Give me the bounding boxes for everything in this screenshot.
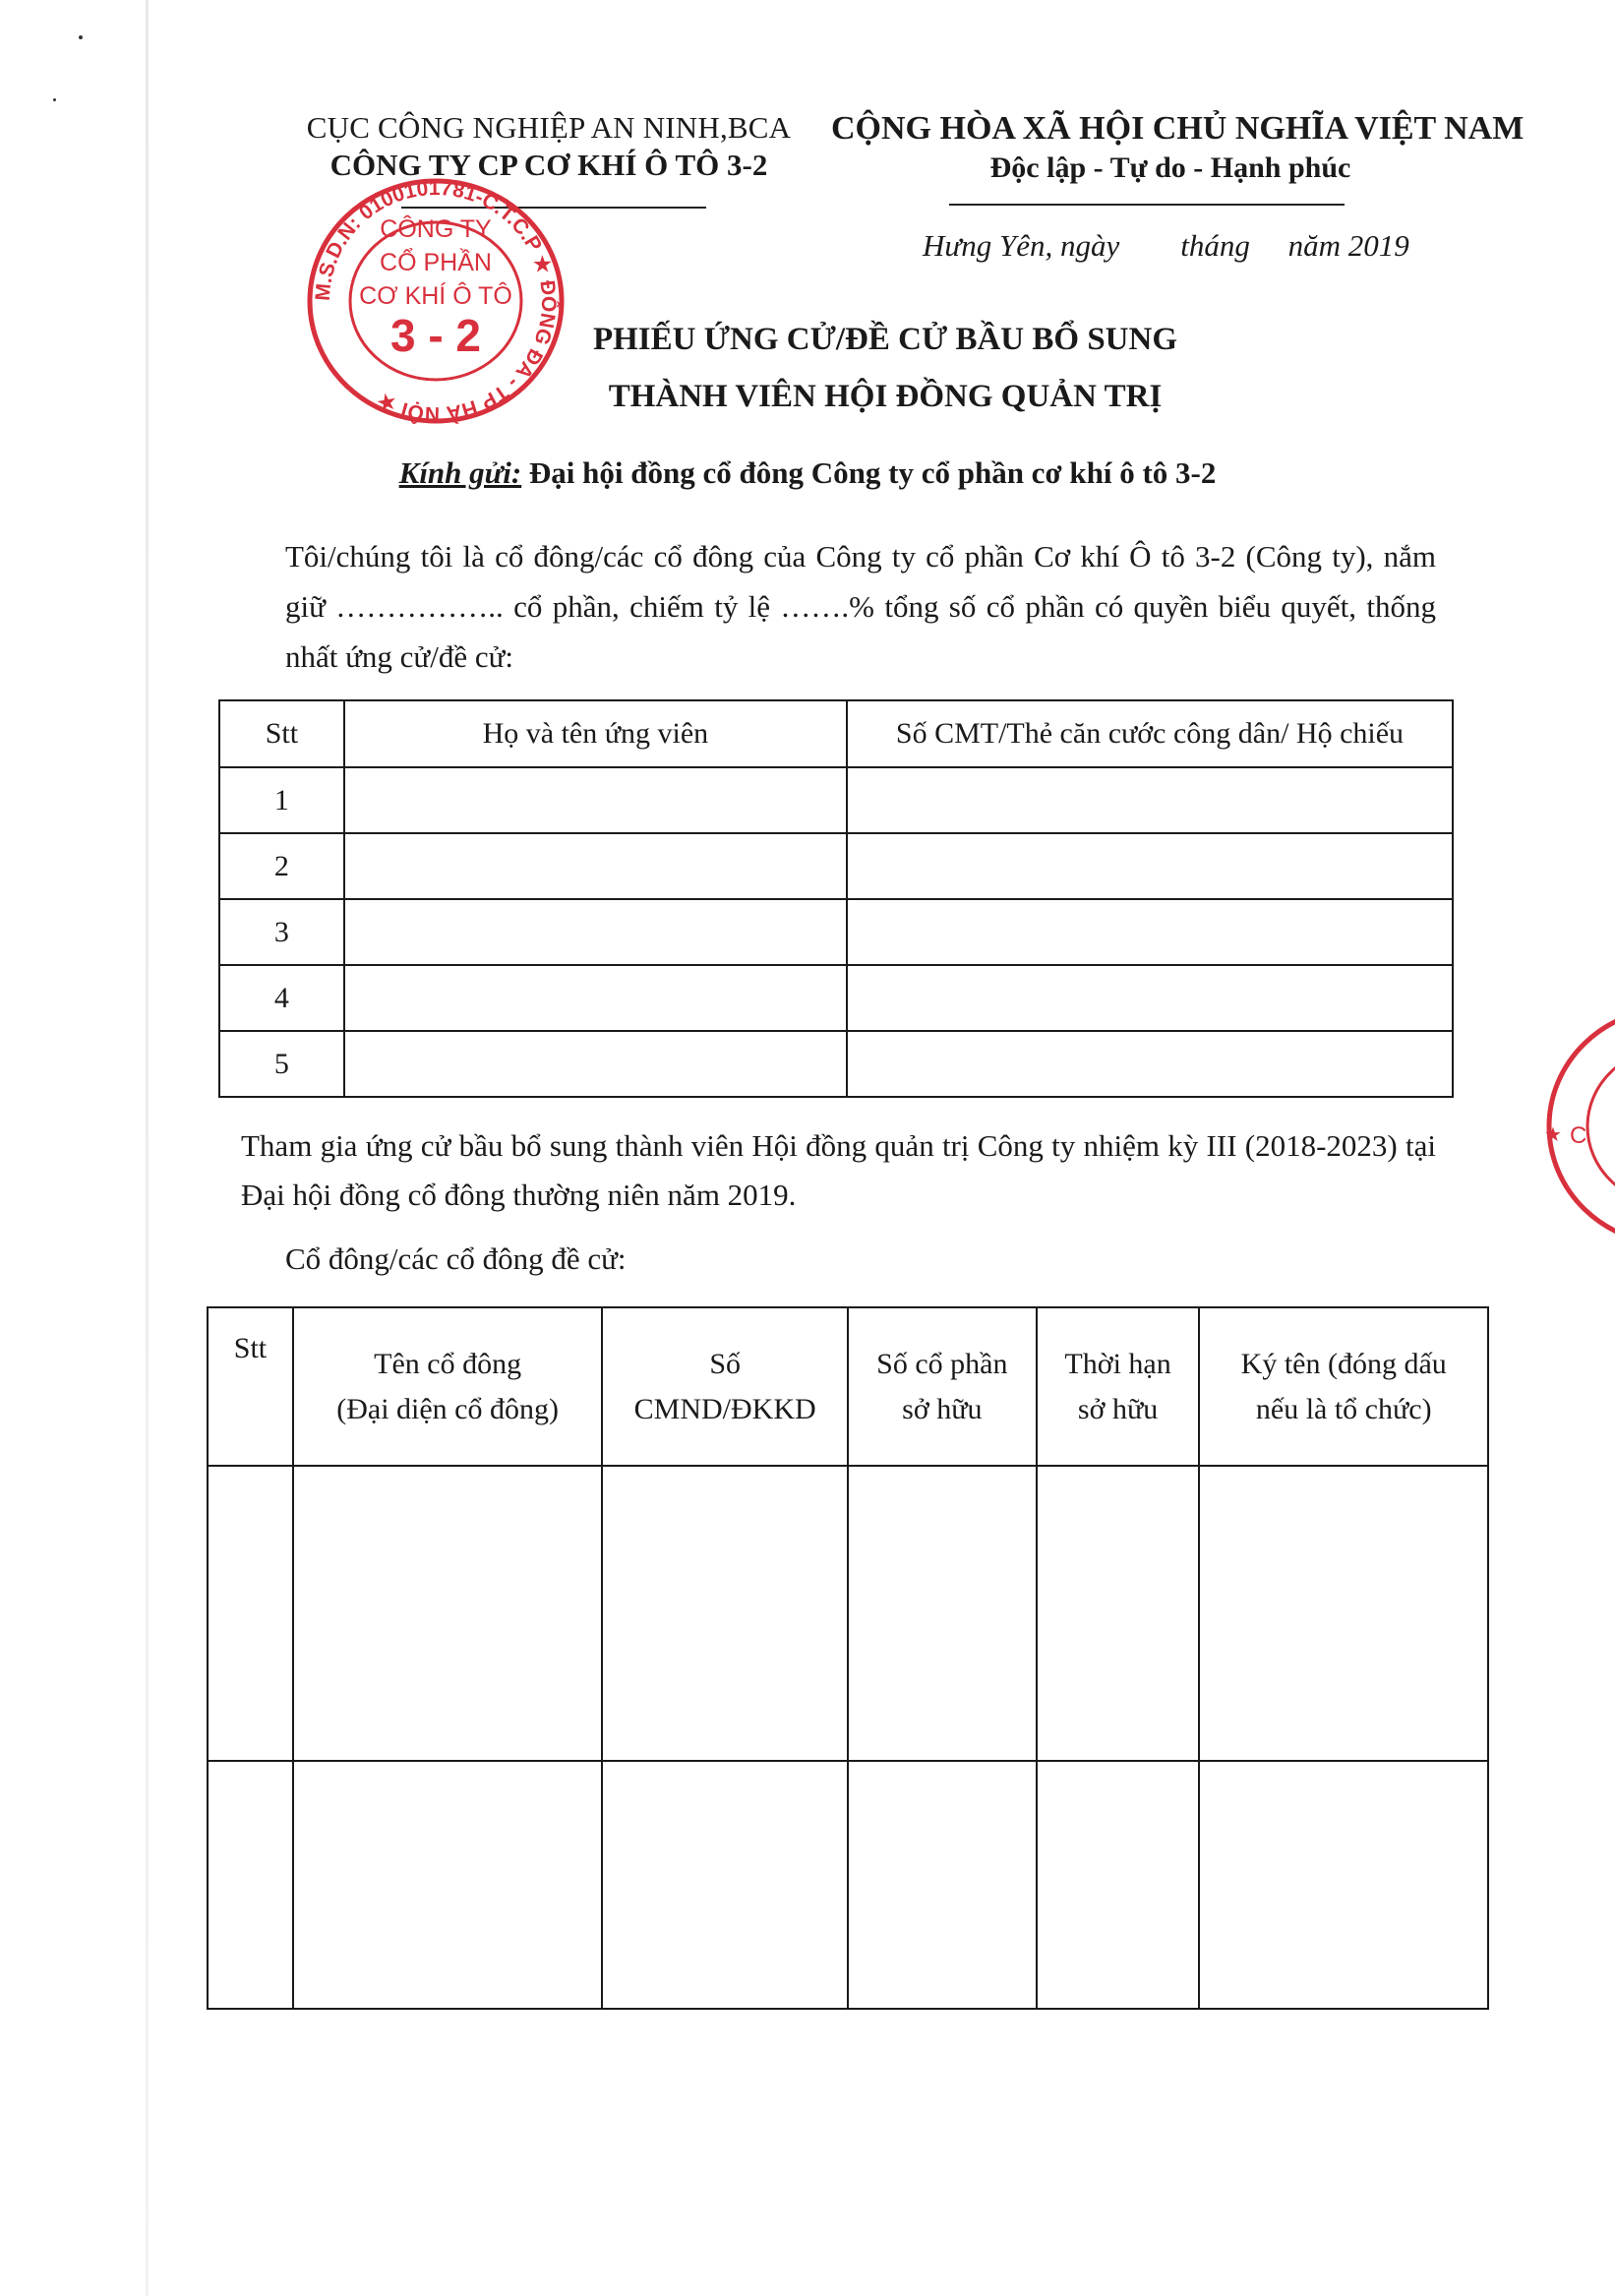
addressee: [0, 455, 1615, 491]
shareholder-name-cell[interactable]: [293, 1761, 602, 2009]
id-registration-cell[interactable]: [602, 1466, 848, 1761]
candidate-id-cell[interactable]: [847, 899, 1453, 965]
row-number: 5: [219, 1031, 344, 1097]
form-title-line-2: THÀNH VIÊN HỘI ĐỒNG QUẢN TRỊ: [608, 379, 1163, 414]
candidate-id-cell[interactable]: [847, 1031, 1453, 1097]
nation-name: CỘNG HÒA XÃ HỘI CHỦ NGHĨA VIỆT NAM: [831, 110, 1525, 147]
col-header-stt: Stt: [219, 700, 344, 767]
scan-speck: [79, 35, 83, 39]
signature-cell[interactable]: [1199, 1466, 1488, 1761]
company-seal-partial: [1534, 994, 1615, 1259]
signature-cell[interactable]: [1199, 1761, 1488, 2009]
table-row: [219, 767, 1453, 833]
row-number: 2: [219, 833, 344, 899]
seal-ring-text: M.S.D.N: 0100101781-C.T.C.P ★ ĐỐNG ĐA - TP HÀ NỘI ★: [311, 176, 561, 426]
addressee-text: Đại hội đồng cổ đông Công ty cổ phần cơ khí ô tô 3-2: [521, 455, 1217, 490]
row-number: 3: [219, 899, 344, 965]
shares-owned-cell[interactable]: [848, 1466, 1037, 1761]
shares-owned-cell[interactable]: [848, 1761, 1037, 2009]
holding-period-cell[interactable]: [1037, 1761, 1200, 2009]
seal-line-4: 3 - 2: [389, 310, 482, 361]
col-header-stt: Stt: [208, 1307, 293, 1466]
motto-underline: [949, 204, 1345, 206]
col-header-shareholder-name: Tên cổ đông (Đại diện cổ đông): [293, 1307, 602, 1466]
table-row: [219, 1031, 1453, 1097]
row-number: 1: [219, 767, 344, 833]
intro-paragraph: Tôi/chúng tôi là cổ đông/các cổ đông của Công ty cổ phần Cơ khí Ô tô 3-2 (Công ty), nắm giữ …………….. cổ phần, chiếm tỷ lệ …….% tổng số cổ phần có quyền biểu quyết, thống nhất ứng cử/đề cử:: [285, 539, 1436, 674]
form-title-line-1: PHIẾU ỨNG CỬ/ĐỀ CỬ BẦU BỔ SUNG: [592, 322, 1178, 357]
ministry-name: CỤC CÔNG NGHIỆP AN NINH,BCA: [306, 110, 792, 145]
id-registration-cell[interactable]: [602, 1761, 848, 2009]
table-row: [219, 899, 1453, 965]
national-block: [831, 110, 1525, 185]
candidate-name-cell[interactable]: [344, 767, 847, 833]
addressee-label: Kính gửi:: [398, 455, 522, 490]
candidates-table: [218, 699, 1454, 1098]
candidate-id-cell[interactable]: [847, 965, 1453, 1031]
seal-line-2: CỔ PHẦN: [380, 249, 492, 276]
candidate-name-cell[interactable]: [344, 899, 847, 965]
svg-text:C: C: [1570, 1122, 1587, 1149]
table-row: [219, 965, 1453, 1031]
col-header-signature: Ký tên (đóng dấu nếu là tổ chức): [1199, 1307, 1488, 1466]
table-row: [219, 833, 1453, 899]
national-motto: Độc lập - Tự do - Hạnh phúc: [989, 151, 1351, 184]
seal-line-1: CÔNG TY: [380, 215, 492, 243]
scan-speck: [53, 98, 56, 101]
table-row: [208, 1761, 1488, 2009]
date-line: Hưng Yên, ngày tháng năm 2019: [923, 228, 1409, 263]
company-seal: [293, 172, 578, 430]
candidate-name-cell[interactable]: [344, 833, 847, 899]
nominators-label: Cổ đông/các cổ đông đề cử:: [285, 1241, 627, 1276]
col-header-id-number: Số CMT/Thẻ căn cước công dân/ Hộ chiếu: [847, 700, 1453, 767]
nominators-header-row: [208, 1307, 1488, 1466]
candidate-name-cell[interactable]: [344, 1031, 847, 1097]
col-header-holding-period: Thời hạn sở hữu: [1037, 1307, 1200, 1466]
table-row: [208, 1466, 1488, 1761]
candidates-header-row: [219, 700, 1453, 767]
participation-paragraph: Tham gia ứng cử bầu bổ sung thành viên Hội đồng quản trị Công ty nhiệm kỳ III (2018-2023) tại Đại hội đồng cổ đông thường niên năm 2019.: [241, 1128, 1436, 1212]
col-header-candidate-name: Họ và tên ứng viên: [344, 700, 847, 767]
candidate-id-cell[interactable]: [847, 767, 1453, 833]
scan-edge: [146, 0, 149, 2296]
form-title: [551, 311, 1220, 425]
row-number: 4: [219, 965, 344, 1031]
stt-cell[interactable]: [208, 1761, 293, 2009]
svg-text:★: ★: [1544, 1124, 1562, 1146]
stt-cell[interactable]: [208, 1466, 293, 1761]
candidate-name-cell[interactable]: [344, 965, 847, 1031]
col-header-shares-owned: Số cổ phần sở hữu: [848, 1307, 1037, 1466]
holding-period-cell[interactable]: [1037, 1466, 1200, 1761]
seal-line-3: CƠ KHÍ Ô TÔ: [359, 282, 512, 310]
col-header-id-registration: Số CMND/ĐKKD: [602, 1307, 848, 1466]
nominators-table: [207, 1306, 1489, 2010]
shareholder-name-cell[interactable]: [293, 1466, 602, 1761]
company-name: CÔNG TY CP CƠ KHÍ Ô TÔ 3-2: [329, 148, 768, 182]
candidate-id-cell[interactable]: [847, 833, 1453, 899]
